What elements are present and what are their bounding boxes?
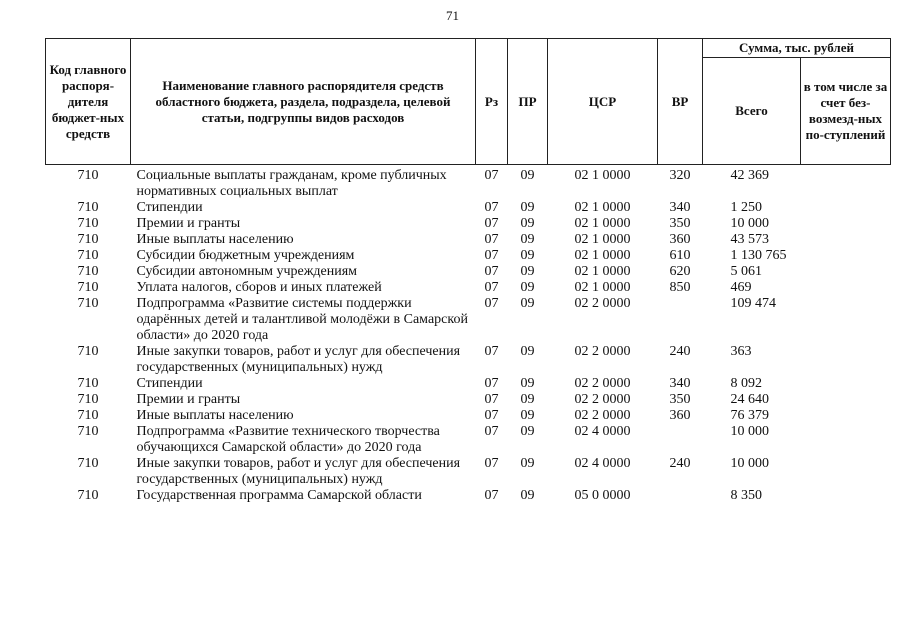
cell-pr: 09 xyxy=(520,168,535,183)
cell-vr: 240 xyxy=(669,344,691,359)
cell-pr: 09 xyxy=(520,296,535,311)
page-number: 71 xyxy=(446,8,459,23)
cell-free xyxy=(801,424,891,456)
cell-rz: 07 xyxy=(484,280,499,295)
cell-vr xyxy=(658,488,703,504)
header-code: Код главного распоря-дителя бюджет-ных средств xyxy=(46,39,131,165)
cell-vr: 850 xyxy=(669,280,691,295)
cell-csr: 02 1 0000 xyxy=(574,168,631,183)
cell-code: 710 xyxy=(77,200,99,215)
cell-pr: 09 xyxy=(520,488,535,503)
cell-vr: 340 xyxy=(669,200,691,215)
table-row xyxy=(46,248,891,264)
cell-rz: 07 xyxy=(484,392,499,407)
cell-csr: 02 2 0000 xyxy=(574,376,631,391)
budget-table xyxy=(45,38,891,504)
table-row xyxy=(46,165,891,201)
cell-free xyxy=(801,232,891,248)
cell-name: Стипендии xyxy=(136,376,203,391)
cell-pr: 09 xyxy=(520,232,535,247)
cell-name: Иные выплаты населению xyxy=(136,408,294,423)
cell-csr: 02 1 0000 xyxy=(574,280,631,295)
table-row xyxy=(46,264,891,280)
cell-pr: 09 xyxy=(520,376,535,391)
cell-vr: 320 xyxy=(669,168,691,183)
table-row xyxy=(46,232,891,248)
cell-pr: 09 xyxy=(520,408,535,423)
cell-free xyxy=(801,488,891,504)
header-vr: ВР xyxy=(658,39,703,165)
header-name: Наименование главного распорядителя средств областного бюджета, раздела, подраздела, целевой статьи, подгруппы видов расходов xyxy=(131,39,476,165)
cell-name: Иные закупки товаров, работ и услуг для обеспечения государственных (муниципальных) нужд xyxy=(136,344,461,375)
cell-rz: 07 xyxy=(484,168,499,183)
cell-csr: 02 2 0000 xyxy=(574,408,631,423)
cell-vr: 350 xyxy=(669,392,691,407)
table-row xyxy=(46,296,891,344)
cell-name: Премии и гранты xyxy=(136,392,241,407)
header-pr: ПР xyxy=(508,39,548,165)
cell-csr: 02 2 0000 xyxy=(574,392,631,407)
cell-free xyxy=(801,248,891,264)
cell-code: 710 xyxy=(77,232,99,247)
cell-code: 710 xyxy=(77,168,99,183)
cell-pr: 09 xyxy=(520,216,535,231)
header-sum: Сумма, тыс. рублей xyxy=(703,39,891,58)
cell-pr: 09 xyxy=(520,392,535,407)
cell-code: 710 xyxy=(77,344,99,359)
table-row xyxy=(46,488,891,504)
cell-csr: 02 1 0000 xyxy=(574,264,631,279)
cell-free xyxy=(801,376,891,392)
cell-rz: 07 xyxy=(484,296,499,311)
cell-free xyxy=(801,456,891,488)
cell-total: 363 xyxy=(730,344,752,359)
cell-code: 710 xyxy=(77,488,99,503)
table-row xyxy=(46,424,891,456)
cell-total: 5 061 xyxy=(730,264,762,279)
cell-rz: 07 xyxy=(484,376,499,391)
table-row xyxy=(46,456,891,488)
cell-name: Уплата налогов, сборов и иных платежей xyxy=(136,280,382,295)
header-free: в том числе за счет без-возмезд-ных по-ступлений xyxy=(801,58,891,165)
cell-free xyxy=(801,200,891,216)
cell-csr: 02 1 0000 xyxy=(574,216,631,231)
cell-csr: 02 2 0000 xyxy=(574,344,631,359)
cell-name: Государственная программа Самарской области xyxy=(136,488,422,503)
cell-free xyxy=(801,408,891,424)
cell-csr: 02 1 0000 xyxy=(574,200,631,215)
cell-pr: 09 xyxy=(520,264,535,279)
table-body xyxy=(46,165,891,505)
cell-csr: 05 0 0000 xyxy=(574,488,631,503)
cell-name: Субсидии бюджетным учреждениям xyxy=(136,248,355,263)
cell-name: Иные выплаты населению xyxy=(136,232,294,247)
table-row xyxy=(46,344,891,376)
cell-code: 710 xyxy=(77,264,99,279)
cell-vr: 360 xyxy=(669,232,691,247)
cell-total: 109 474 xyxy=(730,296,776,311)
cell-name: Стипендии xyxy=(136,200,203,215)
cell-rz: 07 xyxy=(484,408,499,423)
cell-name: Подпрограмма «Развитие технического творчества обучающихся Самарской области» до 2020 года xyxy=(136,424,440,455)
cell-name: Иные закупки товаров, работ и услуг для обеспечения государственных (муниципальных) нужд xyxy=(136,456,461,487)
cell-csr: 02 1 0000 xyxy=(574,232,631,247)
cell-total: 10 000 xyxy=(730,424,769,439)
cell-total: 469 xyxy=(730,280,752,295)
cell-vr xyxy=(658,296,703,344)
cell-pr: 09 xyxy=(520,248,535,263)
cell-rz: 07 xyxy=(484,248,499,263)
cell-code: 710 xyxy=(77,280,99,295)
table-row xyxy=(46,216,891,232)
cell-csr: 02 1 0000 xyxy=(574,248,631,263)
header-rz: Рз xyxy=(476,39,508,165)
table-row xyxy=(46,392,891,408)
cell-code: 710 xyxy=(77,408,99,423)
cell-rz: 07 xyxy=(484,232,499,247)
cell-rz: 07 xyxy=(484,456,499,471)
cell-free xyxy=(801,280,891,296)
cell-vr: 340 xyxy=(669,376,691,391)
cell-rz: 07 xyxy=(484,344,499,359)
cell-rz: 07 xyxy=(484,424,499,439)
cell-code: 710 xyxy=(77,376,99,391)
cell-rz: 07 xyxy=(484,216,499,231)
cell-pr: 09 xyxy=(520,200,535,215)
cell-vr: 620 xyxy=(669,264,691,279)
cell-free xyxy=(801,296,891,344)
cell-vr: 610 xyxy=(669,248,691,263)
table-row xyxy=(46,376,891,392)
cell-name: Субсидии автономным учреждениям xyxy=(136,264,358,279)
cell-total: 1 130 765 xyxy=(730,248,787,263)
cell-free xyxy=(801,392,891,408)
cell-code: 710 xyxy=(77,296,99,311)
cell-free xyxy=(801,165,891,201)
cell-name: Социальные выплаты гражданам, кроме публичных нормативных социальных выплат xyxy=(136,168,447,199)
cell-total: 8 092 xyxy=(730,376,762,391)
cell-code: 710 xyxy=(77,216,99,231)
cell-total: 43 573 xyxy=(730,232,769,247)
cell-vr: 350 xyxy=(669,216,691,231)
cell-pr: 09 xyxy=(520,424,535,439)
cell-code: 710 xyxy=(77,248,99,263)
table-row xyxy=(46,408,891,424)
cell-code: 710 xyxy=(77,424,99,439)
cell-csr: 02 4 0000 xyxy=(574,424,631,439)
cell-vr xyxy=(658,424,703,456)
cell-code: 710 xyxy=(77,392,99,407)
cell-name: Подпрограмма «Развитие системы поддержки одарённых детей и талантливой молодёжи в Самарской области» до 2020 года xyxy=(136,296,468,343)
cell-rz: 07 xyxy=(484,488,499,503)
cell-free xyxy=(801,344,891,376)
table-row xyxy=(46,280,891,296)
cell-total: 42 369 xyxy=(730,168,769,183)
header-csr: ЦСР xyxy=(548,39,658,165)
cell-csr: 02 4 0000 xyxy=(574,456,631,471)
cell-name: Премии и гранты xyxy=(136,216,241,231)
cell-pr: 09 xyxy=(520,280,535,295)
cell-code: 710 xyxy=(77,456,99,471)
cell-total: 10 000 xyxy=(730,456,769,471)
table-header xyxy=(46,39,891,165)
cell-vr: 360 xyxy=(669,408,691,423)
cell-pr: 09 xyxy=(520,344,535,359)
cell-total: 76 379 xyxy=(730,408,769,423)
table-row xyxy=(46,200,891,216)
cell-pr: 09 xyxy=(520,456,535,471)
cell-vr: 240 xyxy=(669,456,691,471)
cell-total: 1 250 xyxy=(730,200,762,215)
cell-csr: 02 2 0000 xyxy=(574,296,631,311)
cell-total: 24 640 xyxy=(730,392,769,407)
cell-free xyxy=(801,264,891,280)
cell-total: 10 000 xyxy=(730,216,769,231)
cell-rz: 07 xyxy=(484,200,499,215)
cell-total: 8 350 xyxy=(730,488,762,503)
header-total: Всего xyxy=(703,58,801,165)
cell-rz: 07 xyxy=(484,264,499,279)
cell-free xyxy=(801,216,891,232)
